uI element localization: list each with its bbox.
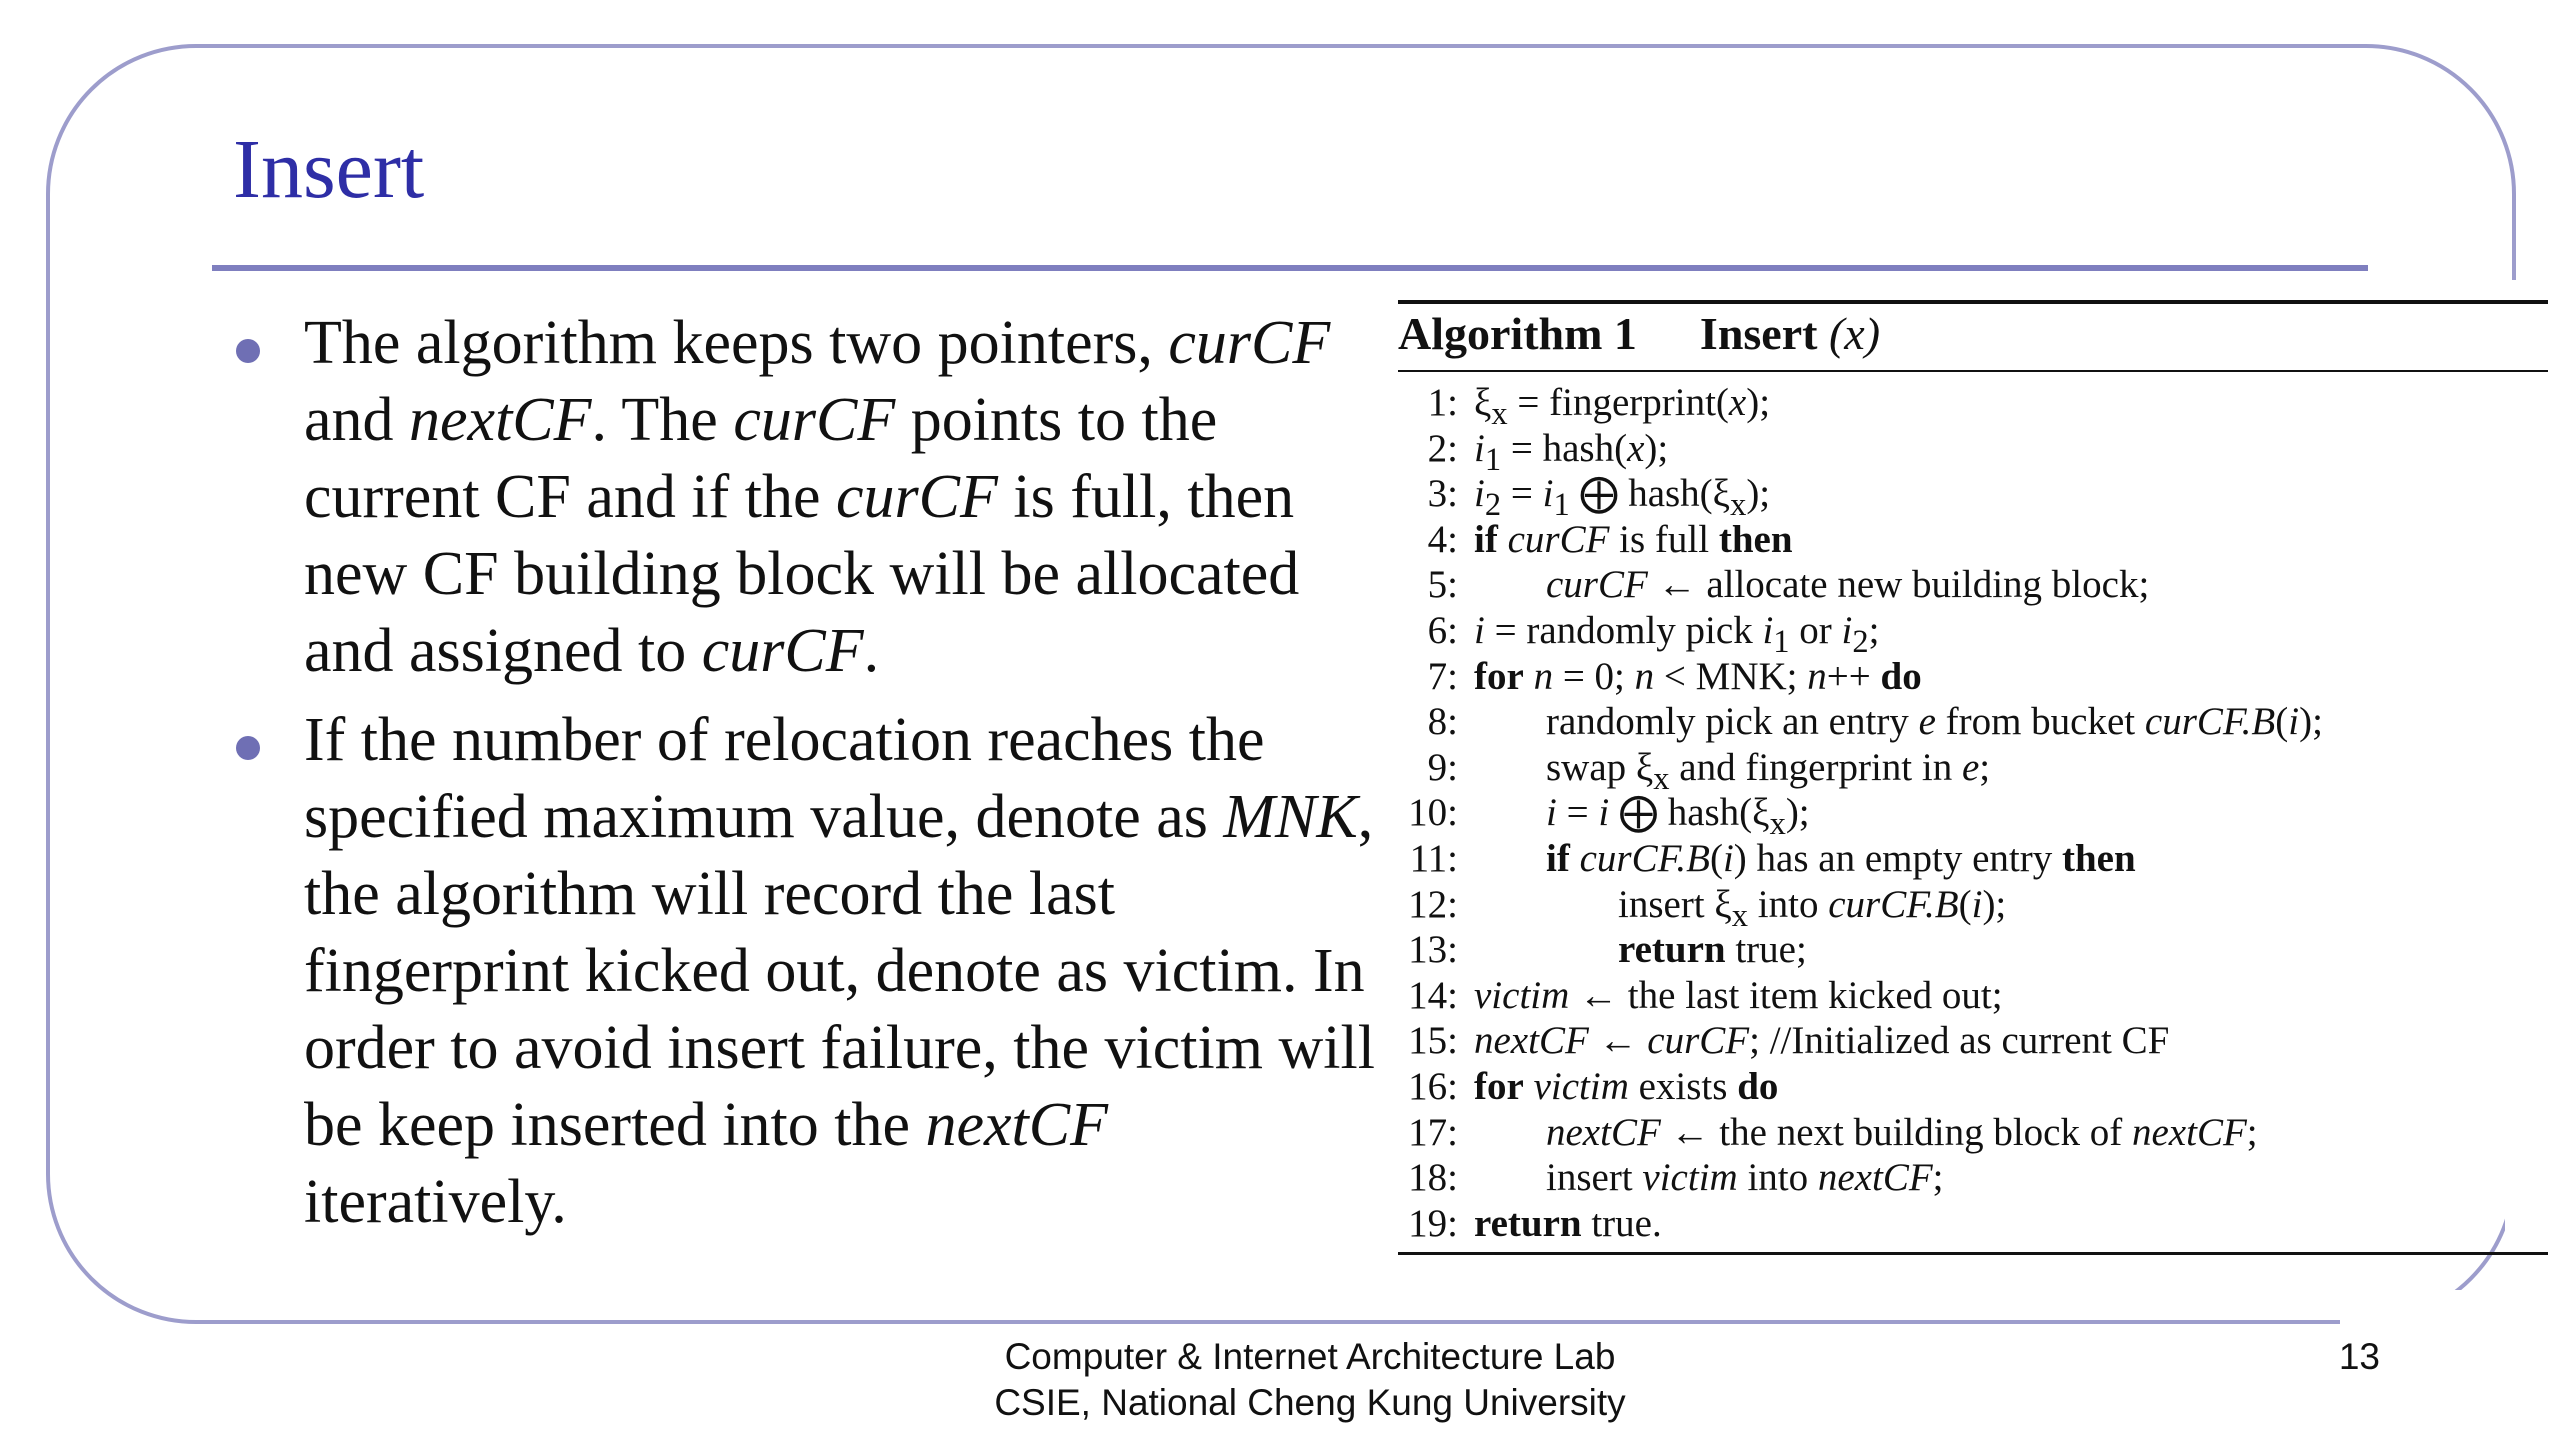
algorithm-line bbox=[1398, 882, 2548, 934]
bullet-run: is full, then new CF building block will be allocated and assigned to bbox=[304, 463, 1300, 685]
line-number: 8: bbox=[1427, 700, 1458, 744]
line-code: insert victim into nextCF; bbox=[1546, 1156, 1944, 1200]
algorithm-line bbox=[1398, 1110, 2548, 1156]
bullet-dot-icon bbox=[236, 736, 260, 760]
algorithm-header bbox=[1398, 304, 2548, 364]
line-code: nextCF ← curCF; //Initialized as current CF bbox=[1474, 1019, 2170, 1063]
line-code: nextCF ← the next building block of nextCF; bbox=[1546, 1110, 2258, 1154]
algorithm-line bbox=[1398, 1018, 2548, 1064]
footer-line-1: Computer & Internet Architecture Lab bbox=[1004, 1336, 1616, 1377]
bullet-run: , the algorithm will record the last fingerprint kicked out, denote as victim. In order to avoid insert failure, the victim will be keep inserted into the bbox=[304, 783, 1375, 1159]
algorithm-arg: (x) bbox=[1828, 308, 1881, 359]
page-number: 13 bbox=[2338, 1336, 2380, 1377]
bullet-emphasis: curCF bbox=[733, 386, 896, 454]
line-code: swap $\xi_x$ and fingerprint in e; bbox=[1546, 745, 1991, 797]
line-code: $\xi_x$ = fingerprint(x); bbox=[1474, 381, 1771, 432]
line-number: 12: bbox=[1408, 882, 1458, 926]
algorithm-line bbox=[1398, 380, 2548, 432]
algorithm-line bbox=[1398, 836, 2548, 882]
algorithm-line bbox=[1398, 471, 2548, 523]
line-code: if curCF is full then bbox=[1474, 517, 1793, 561]
line-code: insert $\xi_x$ into curCF.B(i); bbox=[1618, 882, 2007, 934]
algorithm-line bbox=[1398, 608, 2548, 660]
line-number: 14: bbox=[1408, 973, 1458, 1017]
bullet-run: and bbox=[304, 386, 410, 454]
algorithm-line bbox=[1398, 973, 2548, 1019]
algorithm-label: Algorithm 1 bbox=[1398, 308, 1637, 359]
line-number: 15: bbox=[1408, 1019, 1458, 1063]
algorithm-line bbox=[1398, 745, 2548, 797]
algorithm-line bbox=[1398, 654, 2548, 700]
bullet-dot-icon bbox=[236, 339, 260, 363]
bullet-item-1 bbox=[230, 305, 1380, 690]
algorithm-line bbox=[1398, 1155, 2548, 1201]
algorithm-line bbox=[1398, 562, 2548, 608]
algorithm-box bbox=[1398, 300, 2548, 1255]
bullet-item-2 bbox=[230, 702, 1380, 1241]
line-code: for victim exists do bbox=[1474, 1064, 1779, 1108]
line-code: return true. bbox=[1474, 1201, 1662, 1245]
line-code: $i_2 = i_1$ ⨁ $hash(\xi_x)$; bbox=[1474, 472, 1771, 523]
bullet-list bbox=[230, 305, 1380, 1253]
bullet-run: If the number of relocation reaches the specified maximum value, denote as bbox=[304, 706, 1265, 851]
bullet-run: . The bbox=[591, 386, 734, 454]
line-number: 2: bbox=[1427, 426, 1458, 470]
line-number: 1: bbox=[1427, 381, 1458, 424]
algorithm-line bbox=[1398, 927, 2548, 973]
line-number: 3: bbox=[1427, 472, 1458, 516]
bullet-emphasis: nextCF bbox=[925, 1091, 1109, 1159]
line-number: 6: bbox=[1427, 608, 1458, 652]
line-number: 16: bbox=[1408, 1064, 1458, 1108]
bullet-emphasis: curCF bbox=[836, 463, 998, 531]
line-number: 10: bbox=[1408, 791, 1458, 835]
bullet-text bbox=[304, 706, 1375, 1236]
algorithm-line bbox=[1398, 699, 2548, 745]
algorithm-name: Insert bbox=[1699, 308, 1818, 359]
line-number: 7: bbox=[1427, 654, 1458, 698]
algorithm-lines bbox=[1398, 372, 2548, 1246]
footer bbox=[900, 1334, 1720, 1426]
line-code: curCF ← allocate new building block; bbox=[1546, 563, 2150, 607]
title-underline bbox=[212, 265, 2368, 271]
line-number: 17: bbox=[1408, 1110, 1458, 1154]
line-number: 9: bbox=[1427, 745, 1458, 789]
line-code: if curCF.B(i) has an empty entry then bbox=[1546, 836, 2136, 880]
line-code: i = i ⨁ $hash(\xi_x)$; bbox=[1546, 791, 1810, 843]
bullet-emphasis: nextCF bbox=[409, 386, 592, 454]
algorithm-line bbox=[1398, 1064, 2548, 1110]
line-code: i = randomly pick $i_1$ or $i_2$; bbox=[1474, 608, 1880, 660]
line-code: victim ← the last item kicked out; bbox=[1474, 973, 2003, 1017]
frame-gap-bottom-right bbox=[2340, 1290, 2540, 1330]
algorithm-line bbox=[1398, 790, 2548, 843]
bullet-run: The algorithm keeps two pointers, bbox=[304, 309, 1169, 377]
algorithm-bottom-rule bbox=[1398, 1252, 2548, 1255]
footer-line-2: CSIE, National Cheng Kung University bbox=[994, 1382, 1626, 1423]
algorithm-line bbox=[1398, 426, 2548, 478]
bullet-emphasis: MNK bbox=[1223, 783, 1358, 851]
line-number: 19: bbox=[1408, 1201, 1458, 1245]
line-number: 11: bbox=[1409, 836, 1458, 880]
slide-title: Insert bbox=[233, 123, 425, 216]
bullet-emphasis: curCF bbox=[701, 617, 864, 685]
line-number: 5: bbox=[1427, 563, 1458, 607]
bullet-run: iteratively. bbox=[304, 1168, 567, 1236]
algorithm-line bbox=[1398, 517, 2548, 563]
line-number: 18: bbox=[1408, 1156, 1458, 1200]
bullet-text bbox=[304, 309, 1330, 685]
algorithm-line bbox=[1398, 1201, 2548, 1247]
line-code: randomly pick an entry e from bucket curCF.B(i); bbox=[1546, 700, 2323, 744]
bullet-run: points to the current CF and if the bbox=[304, 386, 1218, 531]
line-number: 4: bbox=[1427, 517, 1458, 561]
bullet-emphasis: curCF bbox=[1168, 309, 1331, 377]
line-number: 13: bbox=[1408, 928, 1458, 972]
line-code: return true; bbox=[1618, 928, 1807, 972]
line-code: for n = 0; n < MNK; n++ do bbox=[1474, 654, 1922, 698]
line-code: $i_1$ = hash(x); bbox=[1474, 426, 1669, 478]
bullet-run: . bbox=[863, 617, 880, 685]
